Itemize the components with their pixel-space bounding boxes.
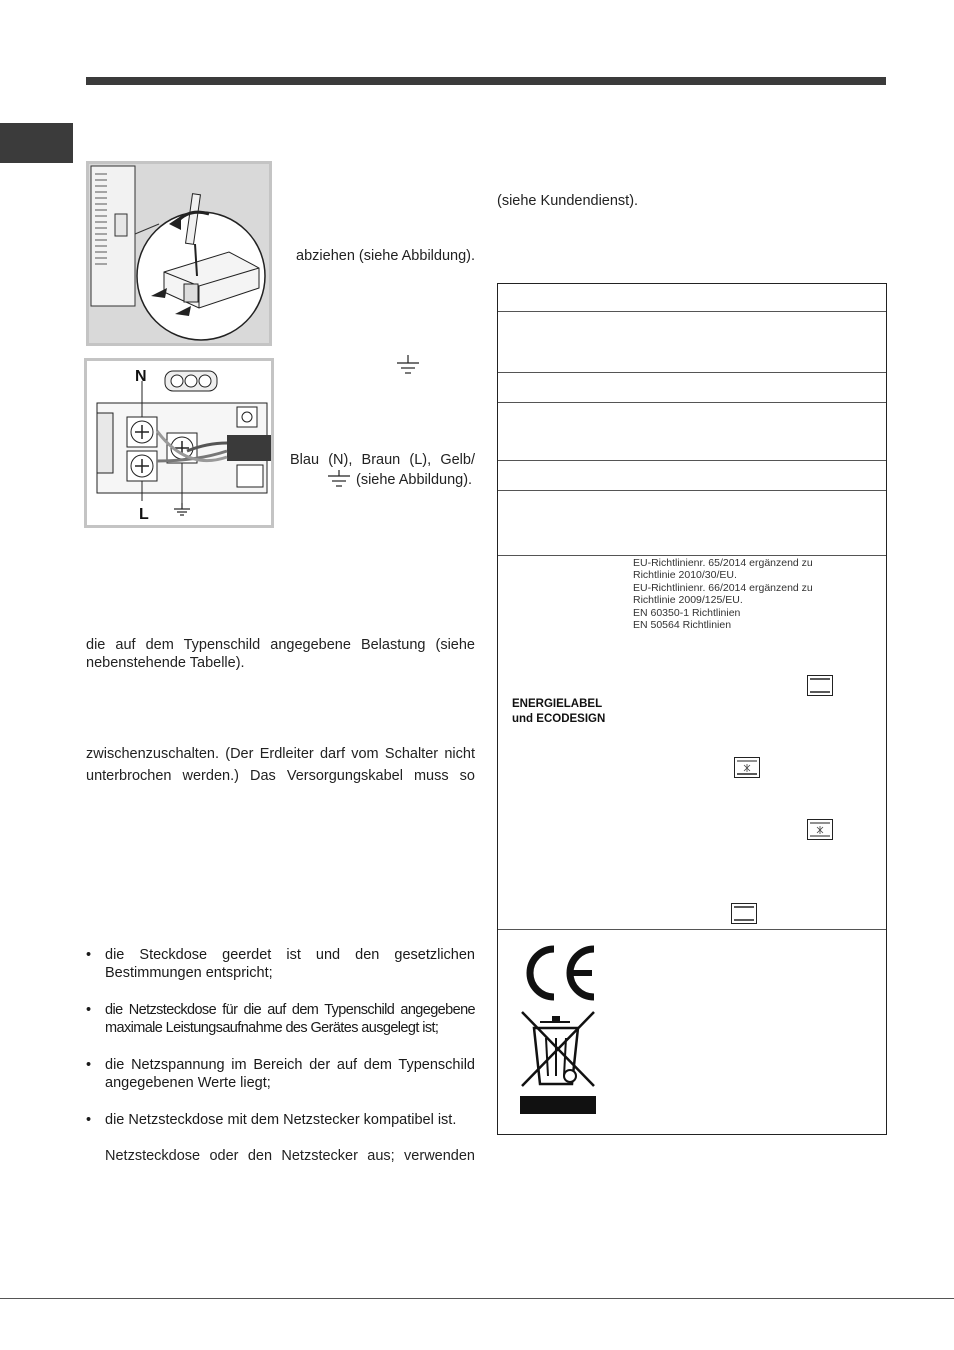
terminal-block-wiring-diagram	[84, 358, 274, 528]
energy-label-heading: ENERGIELABEL und ECODESIGN	[512, 698, 606, 725]
text-line: abziehen (siehe Abbildung).	[296, 248, 475, 264]
crossed-out-wheelie-bin-icon	[520, 1010, 598, 1116]
ce-mark-icon	[520, 944, 600, 1002]
text-line: (siehe Kundendienst).	[497, 193, 639, 209]
list-item: • die Netzspannung im Bereich der auf dem Typenschild angegebenen Werte liegt;	[86, 1057, 475, 1091]
text-line: (siehe Abbildung).	[356, 472, 473, 488]
table-divider	[498, 490, 886, 491]
list-item: • die Netzsteckdose mit dem Netzstecker kompatibel ist.	[86, 1112, 457, 1128]
neutral-label: N	[135, 368, 147, 385]
text-line: Blau (N), Braun (L), Gelb/	[290, 452, 475, 468]
table-divider	[498, 555, 886, 556]
language-tab	[0, 123, 73, 163]
paragraph-line: nebenstehende Tabelle).	[86, 655, 245, 671]
conventional-oven-icon	[731, 903, 757, 924]
directive-text: EU-Richtlinienr. 65/2014 ergänzend zu Richtlinie 2010/30/EU. EU-Richtlinienr. 66/2014 ergänzend zu Richtlinie 2009/125/EU. EN 60350-1 Richtlinien EN 50564 Richtlinien	[633, 557, 813, 631]
table-divider	[498, 311, 886, 312]
table-divider	[498, 402, 886, 403]
earth-symbol-icon	[326, 470, 352, 490]
header-bar	[86, 77, 886, 85]
technical-data-table	[497, 283, 887, 1135]
live-label: L	[139, 506, 149, 523]
paragraph-line: Netzsteckdose oder den Netzstecker aus; verwenden	[105, 1148, 475, 1164]
fan-oven-icon	[734, 757, 760, 778]
list-item: • die Steckdose geerdet ist und den gesetzlichen Bestimmungen entspricht;	[86, 947, 475, 981]
list-item: • die Netzsteckdose für die auf dem Typenschild angegebene maximale Leistungsaufnahme des Gerätes ausgelegt ist;	[86, 1002, 475, 1036]
terminal-box-removal-illustration	[86, 161, 272, 346]
table-divider	[498, 372, 886, 373]
fan-oven-icon	[807, 819, 833, 840]
footer-rule	[0, 1298, 954, 1299]
paragraph-line: unterbrochen werden.) Das Versorgungskabel muss so	[86, 768, 475, 784]
paragraph-line: zwischenzuschalten. (Der Erdleiter darf vom Schalter nicht	[86, 746, 475, 762]
conventional-oven-icon	[807, 675, 833, 696]
table-divider	[498, 929, 886, 930]
table-divider	[498, 460, 886, 461]
earth-symbol-icon	[395, 355, 421, 377]
paragraph-line: die auf dem Typenschild angegebene Belastung (siehe	[86, 637, 475, 653]
